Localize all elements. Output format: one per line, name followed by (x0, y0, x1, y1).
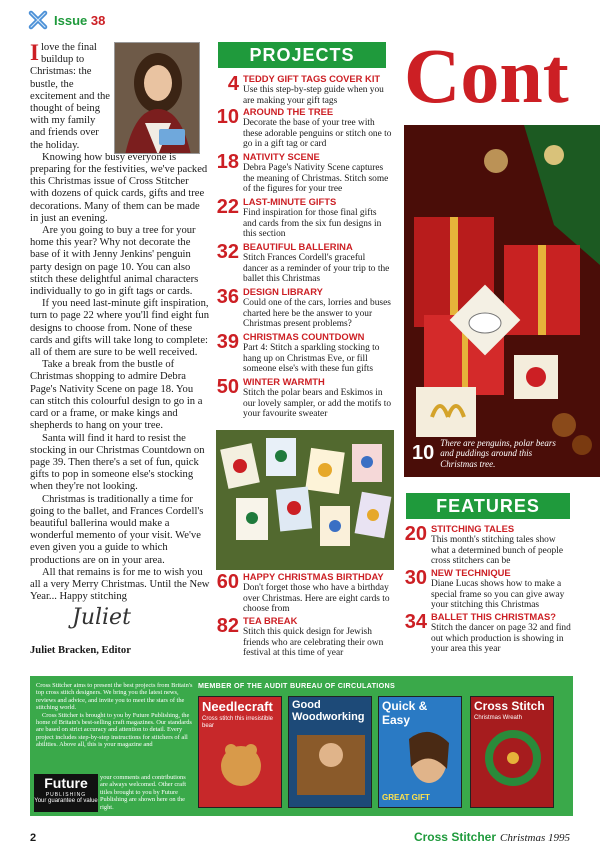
publisher-note: your comments and contributions are always welcomed. Other craft titles brought to you by Future Publishing are shown here on the right. (100, 774, 187, 811)
project-title: BEAUTIFUL BALLERINA (243, 241, 353, 252)
editor-letter (30, 42, 210, 603)
publisher-panel (30, 676, 573, 816)
future-logo: Future PUBLISHING Your guarantee of value (34, 774, 98, 812)
project-page: 10 (216, 106, 239, 128)
feature-title: BALLET THIS CHRISTMAS? (431, 611, 556, 622)
project-title: HAPPY CHRISTMAS BIRTHDAY (243, 571, 384, 582)
project-desc: Don't forget those who have a birthday over Christmas. Here are eight cards to choose from (243, 582, 390, 615)
letter-paragraph: Christmas is traditionally a time for going to the ballet, and Frances Cordell's beautiful ballerina would make a wonderful memento of your visit. We've even given you a guide to which productions are on in your area. (30, 493, 204, 566)
feature-page: 30 (404, 567, 427, 589)
caption-page: 10 (412, 441, 435, 464)
project-entry[interactable] (212, 197, 392, 240)
footer-magazine: Cross Stitcher (413, 830, 496, 844)
svg-text:Juliet: Juliet (72, 605, 131, 630)
project-desc: Could one of the cars, lorries and buses charted here be the answer to your Christmas present problems? (243, 297, 391, 330)
features-heading: FEATURES (406, 493, 570, 519)
project-page: 22 (216, 196, 239, 218)
issue-number: 38 (90, 12, 106, 28)
project-entry[interactable] (212, 332, 392, 375)
footer-issue: Christmas 1995 (500, 832, 570, 844)
project-title: TEDDY GIFT TAGS COVER KIT (243, 73, 381, 84)
caption-text: There are penguins, polar bears and puddings around this Christmas tree. (440, 437, 556, 469)
letter-paragraph: Take a break from the bustle of Christmas shopping to admire Debra Page's Nativity Scene on page 18. You can stitch this colourful design to go in a card or a frame, or make kings and shepherds to hang on your tree. (30, 359, 203, 432)
project-title: TEA BREAK (243, 615, 298, 626)
project-page: 18 (216, 151, 239, 173)
project-desc: Decorate the base of your tree with these adorable penguins or stitch one to go in a gift tag or card (243, 117, 392, 150)
feature-title: STITCHING TALES (431, 523, 515, 534)
publisher-text: Cross Stitcher aims to present the best projects from Britain's top cross stitch designers. We bring you the latest news, reviews and advice, and invite you to meet the stars of the stitching world. Cross Stitcher is brought to you by Future Publishing, the home of Britain's best-selling craft magazines. Our standards are based on strict accuracy and attention to detail. Every project includes step-by-step instructions for stitchers of all abilities. Above all, this is your magazine and (36, 682, 193, 749)
magazine-cover-quick-easy[interactable]: Quick & Easy GREAT GIFT (378, 696, 462, 808)
feature-page: 34 (404, 611, 427, 633)
project-entry[interactable] (212, 242, 392, 285)
project-page: 82 (216, 615, 239, 637)
project-page: 36 (216, 286, 239, 308)
project-entry[interactable] (212, 152, 392, 195)
project-desc: Stitch the polar bears and Eskimos in our lovely sampler, or add the motifs to your favourite sweater (243, 387, 392, 420)
project-page: 4 (227, 73, 239, 95)
project-desc: Part 4: Stitch a sparkling stocking to hang up on Christmas Eve, or fill someone else's with these fun gifts (243, 342, 380, 375)
feature-desc: This month's stitching tales show what a determined bunch of people cross stitchers can be (431, 534, 563, 567)
project-title: AROUND THE TREE (243, 106, 334, 117)
project-entry[interactable] (212, 572, 392, 615)
issue-tag (28, 10, 105, 30)
project-entry[interactable] (212, 74, 392, 106)
magazine-cover-cross-stitch[interactable]: Cross Stitch Christmas Wreath (470, 696, 554, 808)
project-entry[interactable] (212, 287, 392, 330)
contents-title: Cont (404, 36, 569, 116)
feature-title: NEW TECHNIQUE (431, 567, 511, 578)
project-entry[interactable] (212, 616, 392, 659)
letter-paragraph: Are you going to buy a tree for your home this year? Why not decorate the base of it with Jenny Jenkins' penguin party design on page 10. You can also stitch these delightful animal characters individually to go in gift tags or cards. (30, 225, 199, 298)
letter-paragraph: Knowing how busy everyone is preparing for the festivities, we've packed this Christmas issue of Cross Stitcher with dozens of quick cards, gifts and tree decorations. Many of them can be made in just an evening. (30, 151, 208, 224)
project-page: 60 (216, 571, 239, 593)
abc-member-label: MEMBER OF THE AUDIT BUREAU OF CIRCULATIONS (198, 681, 396, 690)
project-title: WINTER WARMTH (243, 376, 325, 387)
letter-paragraph: Ilove the final buildup to Christmas: the bustle, the excitement and the thought of being with my family and friends over the holiday. (30, 40, 111, 151)
feature-desc: Stitch the dancer on page 32 and find out which production is showing in your area this year (431, 622, 571, 655)
project-desc: Stitch Frances Cordell's graceful dancer as a reminder of your trip to the ballet this Christmas (243, 252, 390, 285)
project-desc: Debra Page's Nativity Scene captures the meaning of Christmas. Stitch some of the figures for your tree (243, 162, 389, 195)
feature-entry[interactable] (400, 524, 572, 567)
projects-heading: PROJECTS (218, 42, 386, 68)
letter-paragraph: If you need last-minute gift inspiration, turn to page 22 where you'll find eight fun designs to choose from. None of these cards and gifts will take long to complete: all of them are sure to be well received. (30, 298, 210, 359)
feature-entry[interactable] (400, 612, 572, 655)
issue-label: Issue (54, 12, 88, 28)
birthday-cards-photo (216, 430, 394, 570)
project-entry[interactable] (212, 107, 392, 150)
photo-caption (412, 438, 558, 470)
christmas-tree-photo (404, 125, 600, 477)
letter-paragraph: Santa will find it hard to resist the stocking in our Christmas Countdown on page 39. Then there's a set of fun, quick gifts to pop in someone else's stocking when they're not looking. (30, 432, 205, 493)
magazine-cover-needlecraft[interactable]: Needlecraft Cross stitch this irresistible bear (198, 696, 282, 808)
feature-entry[interactable] (400, 568, 572, 611)
footer-folio (414, 830, 570, 844)
editor-credit: Juliet Bracken, Editor (30, 645, 131, 656)
project-title: DESIGN LIBRARY (243, 286, 323, 297)
project-desc: Stitch this quick design for Jewish friends who are celebrating their own festival at this time of year (243, 626, 384, 659)
feature-page: 20 (404, 523, 427, 545)
page-number: 2 (30, 832, 37, 844)
project-page: 39 (216, 331, 239, 353)
editor-signature (68, 596, 178, 636)
project-desc: Find inspiration for those final gifts and cards from the six fun designs in this section (243, 207, 382, 240)
cross-stitch-x-icon (28, 10, 48, 30)
drop-cap: I (30, 40, 39, 65)
project-title: LAST-MINUTE GIFTS (243, 196, 337, 207)
project-title: NATIVITY SCENE (243, 151, 320, 162)
project-desc: Use this step-by-step guide when you are making your gift tags (243, 84, 384, 106)
project-page: 50 (216, 376, 239, 398)
project-page: 32 (216, 241, 239, 263)
project-entry[interactable] (212, 377, 392, 420)
feature-desc: Diane Lucas shows how to make a special frame so you can give away your stitching this Christmas (431, 578, 565, 611)
magazine-cover-good-woodworking[interactable]: Good Woodworking (288, 696, 372, 808)
project-title: CHRISTMAS COUNTDOWN (243, 331, 365, 342)
letter-paragraph: All that remains is for me to wish you all a very Merry Christmas. Until the New Year... Happy stitching (30, 566, 210, 603)
